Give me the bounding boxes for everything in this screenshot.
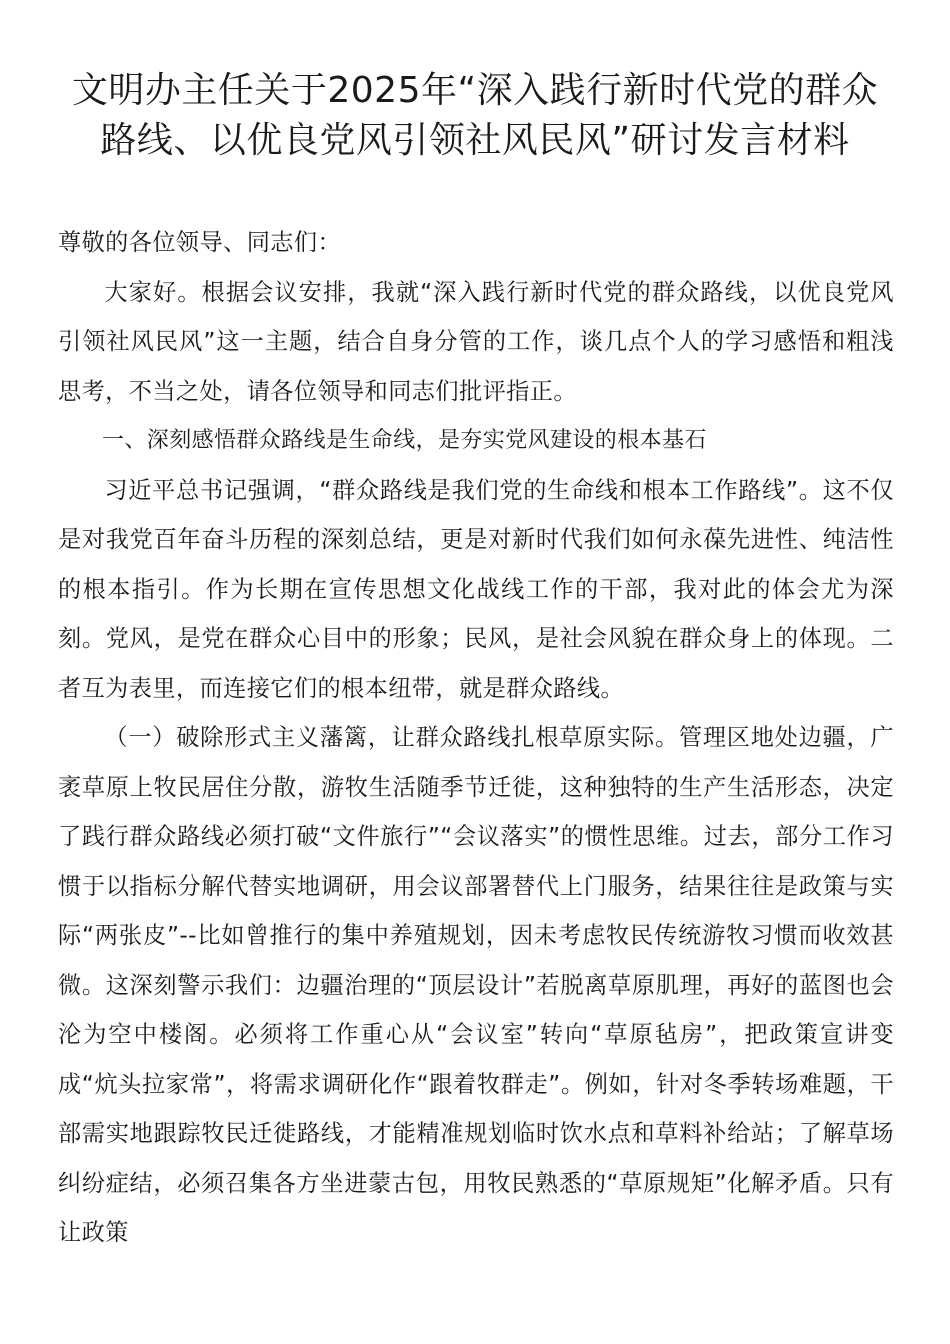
section-1-heading: 一、深刻感悟群众路线是生命线，是夯实党风建设的根本基石	[102, 428, 707, 453]
document-title	[40, 66, 910, 166]
opening-paragraph: 大家好。根据会议安排，我就“深入践行新时代党的群众路线，以优良党风引领社风民风”这一主题，结合自身分管的工作，谈几点个人的学习感悟和粗浅思考，不当之处，请各位领导和同志们批评指正。	[58, 278, 894, 405]
title-line-2: 路线、以优良党风引领社风民风”研讨发言材料	[100, 120, 850, 161]
title-line-1: 文明办主任关于2025年“深入践行新时代党的群众	[71, 70, 879, 111]
salutation: 尊敬的各位领导、同志们：	[58, 229, 342, 256]
section-1-paragraph-1: 习近平总书记强调，“群众路线是我们党的生命线和根本工作路线”。这不仅是对我党百年奋斗历程的深刻总结，更是对新时代我们如何永葆先进性、纯洁性的根本指引。作为长期在宣传思想文化战线工作的干部，我对此的体会尤为深刻。党风，是党在群众心目中的形象；民风，是社会风貌在群众身上的体现。二者互为表里，而连接它们的根本纽带，就是群众路线。	[58, 476, 894, 702]
section-1-paragraph-2: （一）破除形式主义藩篱，让群众路线扎根草原实际。管理区地处边疆，广袤草原上牧民居住分散，游牧生活随季节迁徙，这种独特的生产生活形态，决定了践行群众路线必须打破“文件旅行”“会议落实”的惯性思维。过去，部分工作习惯于以指标分解代替实地调研，用会议部署替代上门服务，结果往往是政策与实际“两张皮”--比如曾推行的集中养殖规划，因未考虑牧民传统游牧习惯而收效甚微。这深刻警示我们：边疆治理的“顶层设计”若脱离草原肌理，再好的蓝图也会沦为空中楼阁。必须将工作重心从“会议室”转向“草原毡房”，把政策宣讲变成“炕头拉家常”，将需求调研化作“跟着牧群走”。例如，针对冬季转场难题，干部需实地跟踪牧民迁徙路线，才能精准规划临时饮水点和草料补给站；了解草场纠纷症结，必须召集各方坐进蒙古包，用牧民熟悉的“草原规矩”化解矛盾。只有让政策	[58, 724, 894, 1246]
document-body	[58, 218, 894, 1258]
